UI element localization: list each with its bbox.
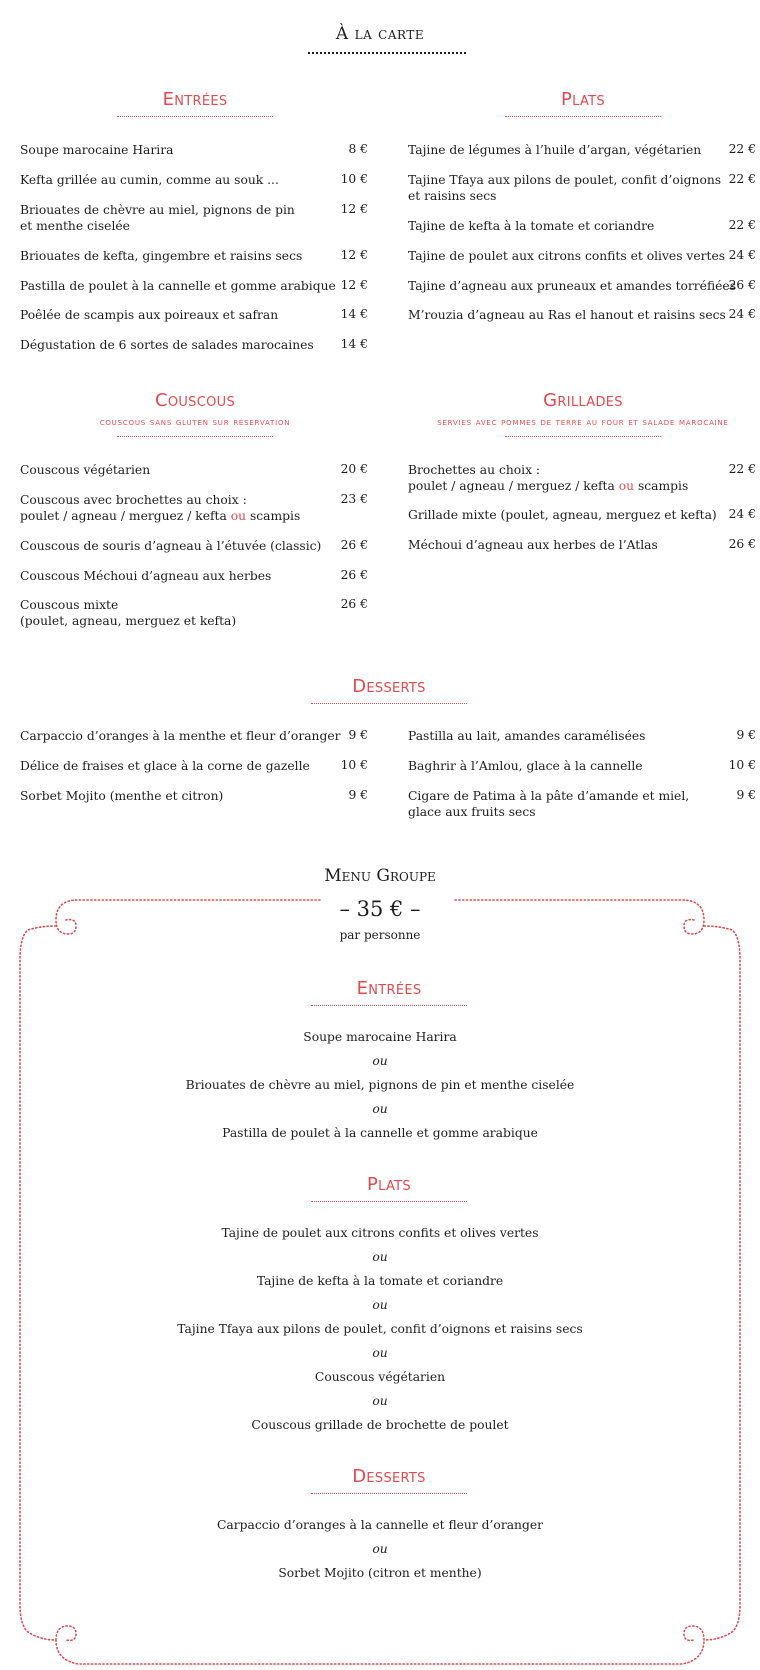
item-price: 26 € xyxy=(728,278,756,292)
list-item: Sorbet Mojito (menthe et citron) xyxy=(20,789,224,803)
list-item: Poêlée de scampis aux poireaux et safran xyxy=(20,308,279,322)
ou-word: ou xyxy=(372,1102,388,1116)
list-item: Tajine de kefta à la tomate et coriandre xyxy=(408,219,655,233)
ou-word: ou xyxy=(372,1298,388,1312)
mg-plats-title: Plats xyxy=(367,1174,411,1195)
list-item: M’rouzia d’agneau au Ras el hanout et raisins secs xyxy=(408,308,726,322)
list-item: Sorbet Mojito (citron et menthe) xyxy=(278,1566,482,1580)
list-item: Couscous végétarien xyxy=(20,463,151,477)
list-item: Délice de fraises et glace à la corne de gazelle xyxy=(20,759,310,773)
item-price: 22 € xyxy=(728,462,756,476)
item-line: et menthe ciselée xyxy=(20,219,130,233)
list-item: Baghrir à l’Amlou, glace à la cannelle xyxy=(408,759,643,773)
list-item: Couscous végétarien xyxy=(314,1370,446,1384)
item-price: 20 € xyxy=(340,462,368,476)
menu-groupe-title: Menu Groupe xyxy=(324,866,436,886)
item-price: 26 € xyxy=(340,538,368,552)
mg-desserts-title: Desserts xyxy=(352,1466,426,1487)
list-item: Pastilla de poulet à la cannelle et gomme arabique xyxy=(222,1126,538,1140)
list-item: Grillade mixte (poulet, agneau, merguez et kefta) xyxy=(408,508,717,522)
grillades-title: Grillades xyxy=(543,390,623,411)
list-item: Carpaccio d’oranges à la cannelle et fleur d’oranger xyxy=(217,1518,543,1532)
entrees-title: Entrées xyxy=(162,89,228,110)
list-item: Méchoui d’agneau aux herbes de l’Atlas xyxy=(408,538,658,552)
mg-entrees-divider xyxy=(311,1005,467,1006)
list-item: Carpaccio d’oranges à la menthe et fleur d’oranger xyxy=(20,729,341,743)
item-line: et raisins secs xyxy=(408,189,497,203)
item-price: 12 € xyxy=(340,248,368,262)
item-price: 12 € xyxy=(340,278,368,292)
list-item: Tajine de poulet aux citrons confits et olives vertes xyxy=(408,249,726,263)
mg-plats-divider xyxy=(311,1201,467,1202)
item-price: 22 € xyxy=(728,142,756,156)
item-price: 26 € xyxy=(340,568,368,582)
list-item: Dégustation de 6 sortes de salades marocaines xyxy=(20,338,314,352)
item-price: 24 € xyxy=(728,307,756,321)
mg-entrees-title: Entrées xyxy=(356,978,422,999)
list-item: Tajine Tfaya aux pilons de poulet, confit d’oignons et raisins secs xyxy=(177,1322,583,1336)
item-price: 23 € xyxy=(340,492,368,506)
list-item: Kefta grillée au cumin, comme au souk ... xyxy=(20,173,279,187)
page-title: À la carte xyxy=(335,24,425,44)
menu-groupe-per-person: par personne xyxy=(339,928,421,942)
item-price: 24 € xyxy=(728,507,756,521)
list-item: Briouates de kefta, gingembre et raisins secs xyxy=(20,249,303,263)
item-price: 9 € xyxy=(348,788,368,802)
grillades-subtitle: servies avec pommes de terre au four et salade marocaine xyxy=(437,417,729,428)
mg-desserts-divider xyxy=(311,1493,467,1494)
list-item: Tajine de kefta à la tomate et coriandre xyxy=(256,1274,504,1288)
item-price: 26 € xyxy=(728,537,756,551)
ou-word: ou xyxy=(372,1250,388,1264)
item-line: poulet / agneau / merguez / kefta ou scampis xyxy=(408,479,689,493)
item-price: 9 € xyxy=(736,728,756,742)
list-item: Briouates de chèvre au miel, pignons de pin et menthe ciselée xyxy=(185,1078,575,1092)
list-item: Soupe marocaine Harira xyxy=(303,1030,457,1044)
item-price: 22 € xyxy=(728,218,756,232)
list-item: Couscous Méchoui d’agneau aux herbes xyxy=(20,569,272,583)
item-price: 14 € xyxy=(340,337,368,351)
item-price: 26 € xyxy=(340,597,368,611)
item-line: glace aux fruits secs xyxy=(408,805,536,819)
desserts-title: Desserts xyxy=(352,676,426,697)
ou-word: ou xyxy=(372,1394,388,1408)
list-item: Tajine de légumes à l’huile d’argan, végétarien xyxy=(408,143,702,157)
item-line: Couscous mixte xyxy=(20,598,119,612)
couscous-subtitle: couscous sans gluten sur réservation xyxy=(99,417,291,428)
item-price: 22 € xyxy=(728,172,756,186)
item-line: Couscous avec brochettes au choix : xyxy=(20,493,247,507)
item-price: 10 € xyxy=(340,758,368,772)
item-price: 8 € xyxy=(348,142,368,156)
item-line: Brochettes au choix : xyxy=(408,463,541,477)
item-price: 10 € xyxy=(340,172,368,186)
item-price: 12 € xyxy=(340,202,368,216)
ou-word: ou xyxy=(372,1542,388,1556)
plats-title: Plats xyxy=(561,89,605,110)
item-line: Cigare de Patima à la pâte d’amande et miel, xyxy=(408,789,690,803)
item-line: poulet / agneau / merguez / kefta ou scampis xyxy=(20,509,301,523)
ou-word: ou xyxy=(618,479,635,493)
item-price: 9 € xyxy=(348,728,368,742)
item-price: 9 € xyxy=(736,788,756,802)
item-line: Briouates de chèvre au miel, pignons de pin xyxy=(20,203,295,217)
item-price: 14 € xyxy=(340,307,368,321)
item-line: (poulet, agneau, merguez et kefta) xyxy=(20,614,237,628)
item-line: Tajine Tfaya aux pilons de poulet, confit d’oignons xyxy=(408,173,722,187)
couscous-title: Couscous xyxy=(154,390,236,411)
list-item: Tajine d’agneau aux pruneaux et amandes torréfiées xyxy=(408,279,737,293)
item-price: 10 € xyxy=(728,758,756,772)
list-item: Couscous de souris d’agneau à l’étuvée (classic) xyxy=(20,539,322,553)
list-item: Pastilla de poulet à la cannelle et gomme arabique xyxy=(20,279,336,293)
list-item: Pastilla au lait, amandes caramélisées xyxy=(408,729,646,743)
list-item: Couscous grillade de brochette de poulet xyxy=(251,1418,509,1432)
list-item: Soupe marocaine Harira xyxy=(20,143,174,157)
ou-word: ou xyxy=(230,509,247,523)
list-item: Tajine de poulet aux citrons confits et olives vertes xyxy=(221,1226,539,1240)
menu-groupe-price: – 35 € – xyxy=(339,897,421,921)
item-price: 24 € xyxy=(728,248,756,262)
ou-word: ou xyxy=(372,1346,388,1360)
ou-word: ou xyxy=(372,1054,388,1068)
